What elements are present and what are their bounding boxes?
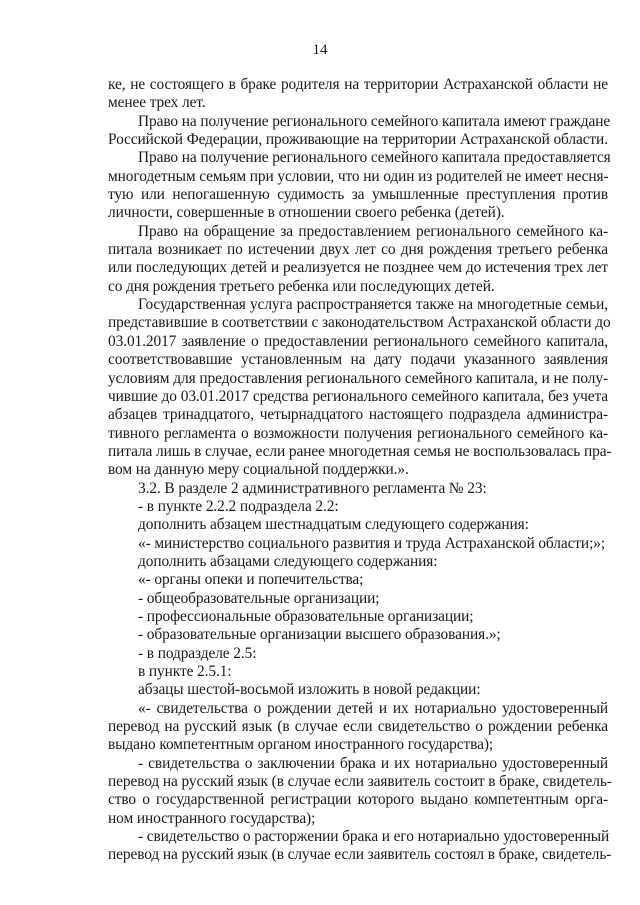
text-line: ном иностранного государства); xyxy=(108,809,316,827)
text-line: соответствовавшие установленным на дату подачи указанного заявления xyxy=(108,351,608,369)
text-line: - свидетельства о заключении брака и их нотариально удостоверенный xyxy=(138,754,608,772)
text-line: личности, совершенные в отношении своего ребенка (детей). xyxy=(108,204,505,222)
text-line: со дня рождения третьего ребенка или последующих детей. xyxy=(108,277,495,295)
text-line: Государственная услуга распространяется также на многодетные семьи, xyxy=(138,296,608,314)
text-line: Право на обращение за предоставлением регионального семейного ка- xyxy=(138,222,608,240)
text-line: менее трех лет. xyxy=(108,94,206,112)
document-body xyxy=(108,76,612,865)
text-line: многодетным семьям при условии, что ни один из родителей не имеет несня- xyxy=(108,167,609,185)
text-line: «- свидетельства о рождении детей и их нотариально удостоверенный xyxy=(138,699,608,717)
text-line: - общеобразовательные организации; xyxy=(138,589,380,607)
text-line: абзацев тринадцатого, четырнадцатого настоящего подраздела администра- xyxy=(108,406,608,424)
text-line: - профессиональные образовательные организации; xyxy=(138,607,474,625)
text-line: - свидетельство о расторжении брака и его нотариально удостоверенный xyxy=(138,828,610,846)
text-line: выдано компетентным органом иностранного государства); xyxy=(108,736,494,754)
text-line: питала возникает по истечении двух лет со дня рождения третьего ребенка xyxy=(108,241,608,259)
text-line: или последующих детей и реализуется не позднее чем до истечения трех лет xyxy=(108,259,608,277)
text-line: - в пункте 2.2.2 подраздела 2.2: xyxy=(138,497,339,515)
text-line: тую или непогашенную судимость за умышленные преступления против xyxy=(108,186,608,204)
text-line: Право на получение регионального семейного капитала имеют граждане xyxy=(138,112,611,130)
text-line: ке, не состоящего в браке родителя на территории Астраханской области не xyxy=(108,76,608,93)
text-line: представившие в соответствии с законодательством Астраханской области до xyxy=(108,314,611,332)
text-line: - в подразделе 2.5: xyxy=(138,644,257,662)
text-line: «- органы опеки и попечительства; xyxy=(138,571,364,589)
text-line: тивного регламента о возможности получения регионального семейного ка- xyxy=(108,424,608,442)
text-line: вом на данную меру социальной поддержки.». xyxy=(108,461,409,479)
text-line: абзацы шестой-восьмой изложить в новой редакции: xyxy=(138,681,481,699)
text-line: дополнить абзацами следующего содержания: xyxy=(138,552,438,570)
text-line: Право на получение регионального семейного капитала предоставляется xyxy=(138,149,611,167)
text-line: Российской Федерации, проживающие на территории Астраханской области. xyxy=(108,131,608,149)
text-line: перевод на русский язык (в случае если заявитель состоит в браке, свидетель- xyxy=(108,773,612,791)
text-line: перевод на русский язык (в случае если заявитель состоял в браке, свидетель- xyxy=(108,846,612,864)
text-line: «- министерство социального развития и труда Астраханской области;»; xyxy=(138,534,606,552)
text-line: питала лишь в случае, если ранее многодетная семья не воспользовалась пра- xyxy=(108,442,612,460)
text-line: чившие до 03.01.2017 средства регионального семейного капитала, без учета xyxy=(108,387,608,405)
text-line: 3.2. В разделе 2 административного регламента № 23: xyxy=(138,479,487,497)
text-line: перевод на русский язык (в случае если свидетельство о рождении ребенка xyxy=(108,718,608,736)
text-line: ство о государственной регистрации которого выдано компетентным орга- xyxy=(108,791,608,809)
text-line: дополнить абзацем шестнадцатым следующего содержания: xyxy=(138,516,529,534)
text-line: условиям для предоставления регионального семейного капитала, и не полу- xyxy=(108,369,608,387)
text-line: 03.01.2017 заявление о предоставлении регионального семейного капитала, xyxy=(108,332,608,350)
page-number: 14 xyxy=(312,42,328,58)
text-line: - образовательные организации высшего образования.»; xyxy=(138,626,501,644)
text-line: в пункте 2.5.1: xyxy=(138,663,232,680)
